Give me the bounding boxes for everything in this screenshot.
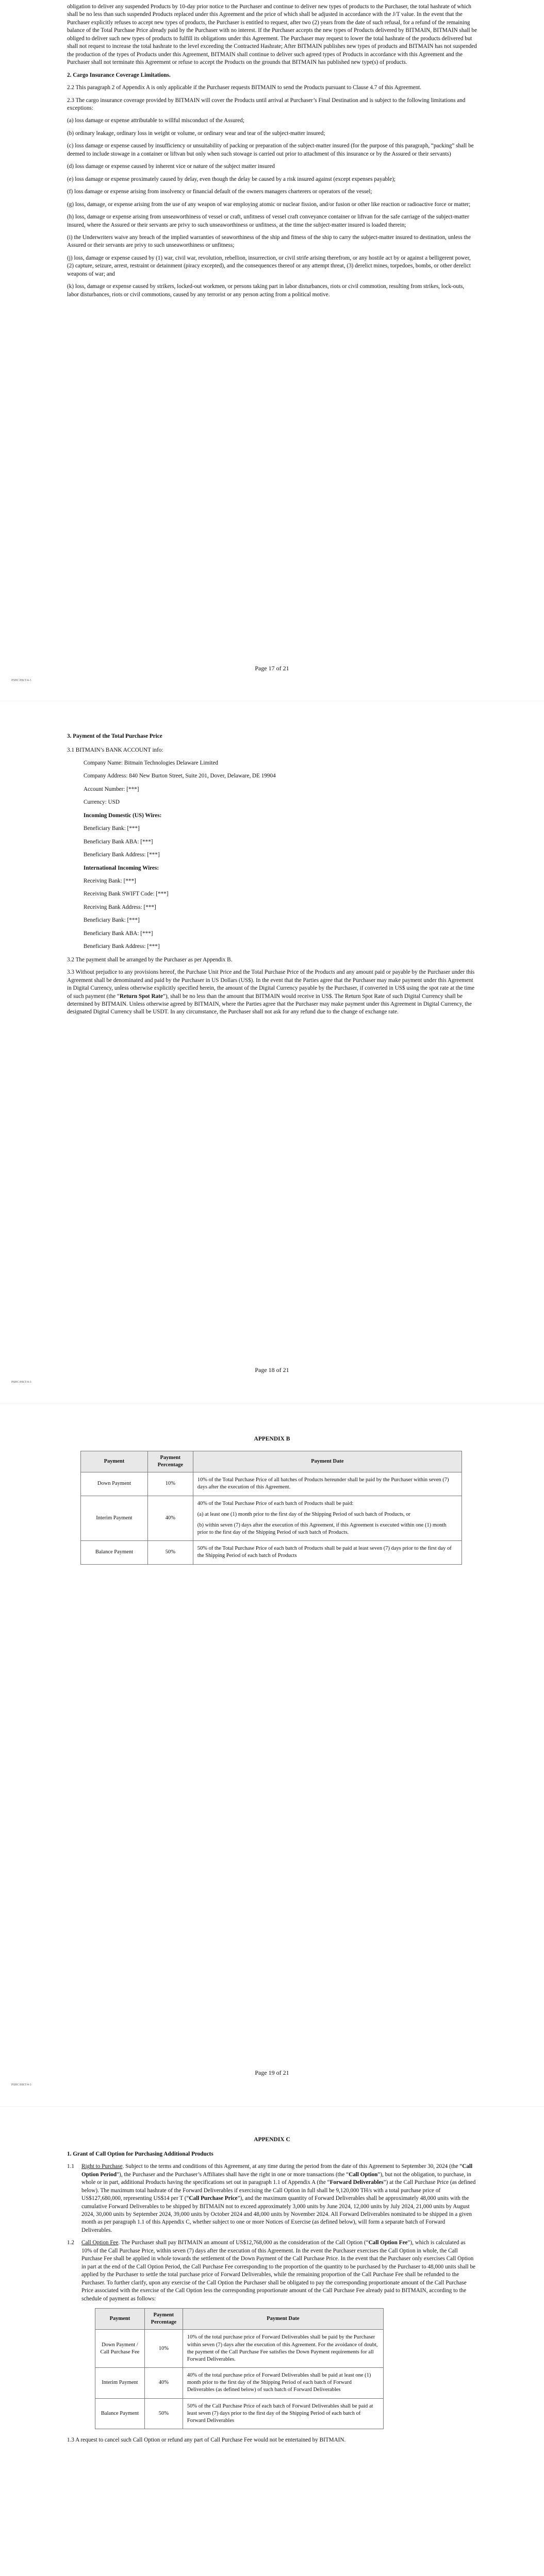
table-row [95, 2398, 384, 2429]
payment-date-text: (a) at least one (1) month prior to the first day of the Shipping Period of such batch of Products, or [197, 1511, 410, 1517]
domestic-wire-line: Beneficiary Bank Address: [***] [84, 852, 160, 858]
exclusion-item: (i) the Underwriters waive any breach of the implied warranties of seaworthiness of the ship and fitness of the ship to carry the subject-matter insured to destination, unless the Assured or their servants are privy to such unseaworthiness or unfitness; [67, 234, 471, 249]
page-separator [0, 1403, 544, 1404]
call-option-section-heading: 1. Grant of Call Option for Purchasing Additional Products [67, 2150, 213, 2157]
payment-date-cell [193, 1496, 461, 1541]
payment-type-cell: Interim Payment [95, 2368, 145, 2399]
exclusion-item: (g) loss, damage, or expense arising from the use of any weapon of war employing atomic or nuclear fission, and/or fusion or other like reaction or radioactive force or matter; [67, 201, 471, 208]
international-wire-line: Receiving Bank Address: [***] [84, 904, 156, 910]
paragraph-3-1: 3.1 BITMAIN’s BANK ACCOUNT info: [67, 747, 163, 754]
appendix-c-payment-table [95, 2308, 384, 2429]
international-wire-line: Beneficiary Bank ABA: [***] [84, 930, 153, 937]
international-wire-line: Beneficiary Bank: [***] [84, 917, 140, 924]
footer-code: PSHC/HKT/4-3 [11, 2083, 31, 2087]
payment-percentage-cell: 40% [147, 1496, 193, 1541]
table-row [95, 2368, 384, 2399]
page-number: Page 18 of 21 [255, 1366, 289, 1374]
table-body [95, 2330, 384, 2429]
exclusion-item: (k) loss, damage or expense caused by strikers, locked-out workmen, or persons taking part in labor disturbances, riots or civil commotion, resulting from strikes, lock-outs, labor disturbances, riots or civil commotions, caused by any terrorist or any person acting from a political motive. [67, 283, 465, 298]
bank-lines [84, 759, 477, 807]
header-payment: Payment [81, 1451, 148, 1472]
cargo-insurance-heading: 2. Cargo Insurance Coverage Limitations. [67, 72, 171, 78]
call-purchase-price-term: Call Purchase Price [189, 2195, 238, 2202]
bank-info-line: Company Name: Bitmain Technologies Delaware Limited [84, 759, 218, 766]
exclusion-item: (d) loss damage or expense caused by inherent vice or nature of the subject matter insured [67, 163, 275, 170]
exclusion-item: (c) loss damage or expense caused by insufficiency or unsuitability of packing or preparation of the subject-matter insured (for the purpose of this paragraph, “packing” shall be deemed to include stowage in a container or liftvan but only when such stowage is carried out prior to attachment of this insurance or by the Assured or their servants) [67, 143, 474, 157]
payment-percentage-cell: 50% [147, 1541, 193, 1564]
payment-percentage-cell: 10% [144, 2330, 183, 2368]
payment-date-cell [183, 2330, 383, 2368]
footer-code: PSHC/HKT/4-3 [11, 679, 31, 682]
appendix-b-payment-table [80, 1451, 462, 1565]
page-18 [0, 702, 544, 1402]
paragraph-1-3: 1.3 A request to cancel such Call Option or refund any part of Call Purchase Fee would not be entertained by BITMAIN. [67, 2437, 346, 2444]
domestic-wire-lines [84, 825, 477, 859]
paragraph-3-3-part-b: ”), shall be no less than the amount that BITMAIN would receive in US$. The Return Spot Rate of such Digital Currency shall be determined by BITMAIN. Unless otherwise agreed by BITMAIN, where the Parties agree that the Purchaser may make payment under this Agreement in Digital Currency, the designated Digital Currency shall be USDT. In any circumstance, the Purchaser shall not ask for any refund due to the change of exchange rate. [67, 993, 472, 1015]
paragraph-3-3 [67, 969, 477, 1016]
footer-code: PSHC/HKT/4-3 [11, 1381, 31, 1384]
exclusion-item: (b) ordinary leakage, ordinary loss in weight or volume, or ordinary wear and tear of the subject-matter insured; [67, 130, 325, 137]
paragraph-number: 1.2 [67, 2240, 74, 2246]
bank-info-line: Account Number: [***] [84, 786, 139, 792]
page-20-content [67, 2136, 477, 2449]
paragraph-2-2: 2.2 This paragraph 2 of Appendix A is only applicable if the Purchaser requests BITMAIN to send the Products pursuant to Clause 4.7 of this Agreement. [67, 84, 422, 91]
payment-date-cell [193, 1472, 461, 1496]
page-20 [0, 2107, 544, 2576]
international-wire-line: Beneficiary Bank Address: [***] [84, 943, 160, 950]
domestic-wire-line: Beneficiary Bank: [***] [84, 825, 140, 832]
exclusion-item: (e) loss damage or expense proximately caused by delay, even though the delay be caused by a risk insured against (except expenses payable); [67, 176, 396, 182]
payment-date-cell [183, 2398, 383, 2429]
payment-percentage-cell: 50% [144, 2398, 183, 2429]
payment-date-text: 40% of the Total Purchase Price of each batch of Products shall be paid: [197, 1500, 354, 1506]
page-18-content [67, 733, 477, 1021]
text-run: ”), but not the obligation, to purchase, in whole or in part, additional Products having the specifications set out in paragraph 1.1 of Appendix A (the “ [81, 2171, 471, 2186]
text-run: . The Purchaser shall pay BITMAIN an amount of US$12,768,000 as the consideration of the Call Option (“ [118, 2240, 369, 2246]
exclusion-item: (j) loss, damage or expense caused by (1) war, civil war, revolution, rebellion, insurrection, or civil strife arising therefrom, or any hostile act by or against a belligerent power, (2) capture, seizure, arrest, restraint or detainment (piracy excepted), and the consequences thereof or any attempt threat, (3) derelict mines, torpedoes, bombs, or other derelict weapons of war; and [67, 255, 471, 277]
table-row [81, 1496, 462, 1541]
payment-date-cell [183, 2368, 383, 2399]
page-separator [0, 2106, 544, 2107]
return-spot-rate-term: Return Spot Rate [119, 993, 163, 999]
appendix-b-title: APPENDIX B [254, 1436, 290, 1442]
payment-date-text: 50% of the Total Purchase Price of each batch of Products shall be paid at least seven (7) days prior to the first day of the Shipping Period of each batch of Products [197, 1546, 452, 1559]
payment-date-text: 10% of the total purchase price of Forward Deliverables shall be paid by the Purchaser within seven (7) days after the execution of this Agreement. For the avoidance of doubt, the payment of the Call Purchase Fee satisfies the Down Payment requirements for all Forward Deliverables. [187, 2334, 378, 2362]
domestic-wire-line: Beneficiary Bank ABA: [***] [84, 838, 153, 845]
payment-date-text: (b) within seven (7) days after the execution of this Agreement, if this Agreement is executed within one (1) month prior to the first day of the Shipping Period of such batch of Products. [197, 1522, 447, 1536]
bank-account-info [84, 759, 477, 951]
international-wire-line: Receiving Bank SWIFT Code: [***] [84, 891, 169, 897]
payment-percentage-cell: 40% [144, 2368, 183, 2399]
payment-date-text: 50% of the Call Purchase Price of each batch of Forward Deliverables shall be paid at least seven (7) days prior to the first day of the Shipping Period of each batch of Forward Deliverables [187, 2403, 373, 2424]
header-payment: Payment [95, 2309, 145, 2330]
payment-date-cell [193, 1541, 461, 1564]
page-17 [0, 0, 544, 701]
page-19 [0, 1404, 544, 2105]
international-wires-heading: International Incoming Wires: [84, 865, 159, 871]
paragraph-3-3-part-a: 3.3 Without prejudice to any provisions hereof, the Purchase Unit Price and the Total Purchase Price of the Products and any amount paid or payable by the Purchaser under this Agreement shall be denominated and paid by the Purchaser in US Dollars (US$). In the event that the Parties agree that the Purchaser may make payment under this Agreement in Digital Currency, unless otherwise explicitly specified herein, the amount of the Digital Currency payable by the Purchaser, if converted in US$ using the spot rate at the time of such payment (the “ [67, 969, 475, 999]
payment-section-heading: 3. Payment of the Total Purchase Price [67, 733, 162, 739]
call-option-fee-term: Call Option Fee [81, 2240, 119, 2246]
payment-type-cell: Balance Payment [81, 1541, 148, 1564]
paragraph-1-2-body [81, 2239, 477, 2303]
exclusion-item: (f) loss damage or expense arising from insolvency or financial default of the owners managers charterers or operators of the vessel; [67, 189, 372, 195]
exclusion-item: (a) loss damage or expense attributable to willful misconduct of the Assured; [67, 117, 244, 124]
page-number: Page 17 of 21 [255, 665, 289, 672]
right-to-purchase-term: Right to Purchase [81, 2163, 123, 2170]
paragraph-1-1 [67, 2163, 477, 2234]
header-percentage: Payment Percentage [144, 2309, 183, 2330]
text-run: ”), the Purchaser and the Purchaser’s Affiliates shall have the right in one or more transactions (the “ [117, 2171, 349, 2178]
text-run: ”) at the Call Purchase Price (as defined below). The maximum total hashrate of the Forward Deliverables if exercising the Call Option in full shall be 9,120,000 TH/s with a total purchase price of US$127,680,000, representing US$14 per T (“ [81, 2179, 476, 2202]
page-17-content [67, 3, 477, 303]
carry-over-paragraph: obligation to deliver any suspended Products by 10-day prior notice to the Purchaser and continue to deliver new types of products to the Purchaser, the total hashrate of which shall be no less than such suspended Products replaced under this Agreement and the price of which shall be adjusted in accordance with the J/T value. In the event that the Purchaser explicitly refuses to accept new types of products, the Purchaser is entitled to request, after two (2) years from the date of such refusal, for a refund of the remaining balance of the Total Purchase Price already paid by the Purchaser with no interest. If the Purchaser accepts the new types of Products delivered by BITMAIN, BITMAIN shall be obliged to deliver such new types of products to fulfill its obligations under this Agreement. The Purchaser may request to lower the total hashrate of the products delivered but shall not request to increase the total hashrate to the level exceeding the Contracted Hashrate; After BITMAIN publishes new types of products and BITMAIN has not suspended the production of the types of Products under this Agreement, BITMAIN shall continue to deliver such agreed types of Products in accordance with this Agreement and the Purchaser shall not terminate this Agreement or refuse to accept the Products on the grounds that BITMAIN has published new type(s) of products. [67, 4, 477, 66]
payment-date-text: 10% of the Total Purchase Price of all batches of Products hereunder shall be paid by the Purchaser within seven (7) days after the execution of this Agreement. [197, 1477, 449, 1490]
header-date: Payment Date [183, 2309, 383, 2330]
payment-percentage-cell: 10% [147, 1472, 193, 1496]
paragraph-1-2 [67, 2239, 477, 2303]
page-19-content [67, 1435, 477, 1565]
bank-info-line: Currency: USD [84, 799, 120, 806]
text-run: . Subject to the terms and conditions of this Agreement, at any time during the period from the date of this Agreement to September 30, 2024 (the “ [122, 2163, 463, 2170]
call-option-period-term: Call Option Period [81, 2163, 473, 2178]
domestic-wires-heading: Incoming Domestic (US) Wires: [84, 812, 162, 819]
table-header-row [81, 1451, 462, 1472]
call-option-term: Call Option [349, 2171, 378, 2178]
paragraph-number: 1.1 [67, 2163, 74, 2170]
table-row [95, 2330, 384, 2368]
paragraph-2-3: 2.3 The cargo insurance coverage provided by BITMAIN will cover the Products until arrival at Purchaser’s Final Destination and is subject to the following limitations and exceptions: [67, 97, 466, 111]
appendix-c-title: APPENDIX C [254, 2137, 290, 2143]
table-row [81, 1472, 462, 1496]
exclusion-list [67, 117, 477, 299]
payment-type-cell: Balance Payment [95, 2398, 145, 2429]
header-date: Payment Date [193, 1451, 461, 1472]
page-number: Page 19 of 21 [255, 2069, 289, 2076]
text-run: ”), and the maximum quantity of Forward Deliverables shall be approximately 48,000 units with the cumulative Forward Deliverables to be shipped by BITMAIN not to exceed approximately 3,000 units by June 2024, 12,000 units by July 2024, 21,000 units by August 2024, 30,000 units by September 2024, 39,000 units by October 2024 and 48,000 units by November 2024. All Forward Deliverables nominated to be shipped in a given month as per paragraph 1.1 of this Appendix C, whether subject to one or more Notices of Exercise (as defined below), will form a separate batch of Forward Deliverables. [81, 2195, 472, 2233]
international-wire-lines [84, 877, 477, 951]
payment-date-text: 40% of the total purchase price of Forward Deliverables shall be paid at least one (1) month prior to the first day of the Shipping Period of each batch of Forward Deliverables (as defined below) of such batch of Forward Deliverables [187, 2372, 371, 2393]
table-body [81, 1472, 462, 1564]
table-row [81, 1541, 462, 1564]
paragraph-1-1-body [81, 2163, 477, 2234]
payment-type-cell: Interim Payment [81, 1496, 148, 1541]
header-percentage: Payment Percentage [147, 1451, 193, 1472]
text-run: ”), which is calculated as 10% of the Call Purchase Price, within seven (7) days after the execution of this Agreement. In the event the Purchaser exercises the Call Option in whole, the Call Purchase Fee shall be applied in whole towards the settlement of the Down Payment of the Call Purchase Price. In the event that the Purchaser only exercises Call Option in part at the end of the Call Option Period, the Call Purchase Fee corresponding to the proportion of the quantity to be purchased by the Purchaser to 48,000 units shall be applied by the Purchaser to settle the total purchase price of Forward Deliverables, while the remaining proportion of the Call Purchase Fee shall be refunded to the Purchaser. To further clarify, upon any exercise of the Call Option the Purchaser shall be obligated to pay the corresponding proportionate amount of the Call Purchase Price associated with the exercise of the Call Option less the corresponding proportionate amount of the Call Purchase Fee already paid to BITMAIN, according to the schedule of payment as follows: [81, 2240, 476, 2302]
call-option-fee-defined-term: Call Option Fee [368, 2240, 408, 2246]
paragraph-3-2: 3.2 The payment shall be arranged by the Purchaser as per Appendix B. [67, 956, 233, 963]
international-wire-line: Receiving Bank: [***] [84, 877, 136, 884]
bank-info-line: Company Address: 840 New Burton Street, Suite 201, Dover, Delaware, DE 19904 [84, 773, 276, 779]
payment-type-cell: Down Payment / Call Purchase Fee [95, 2330, 145, 2368]
payment-type-cell: Down Payment [81, 1472, 148, 1496]
exclusion-item: (h) loss, damage or expense arising from unseaworthiness of vessel or craft, unfitness of vessel craft conveyance container or liftvan for the safe carriage of the subject-matter insured, where the Assured or their servants are privy to such unseaworthiness or unfitness, at the time the subject-matter insured is loaded therein; [67, 214, 469, 228]
forward-deliverables-term: Forward Deliverables [329, 2179, 384, 2186]
table-header-row [95, 2309, 384, 2330]
